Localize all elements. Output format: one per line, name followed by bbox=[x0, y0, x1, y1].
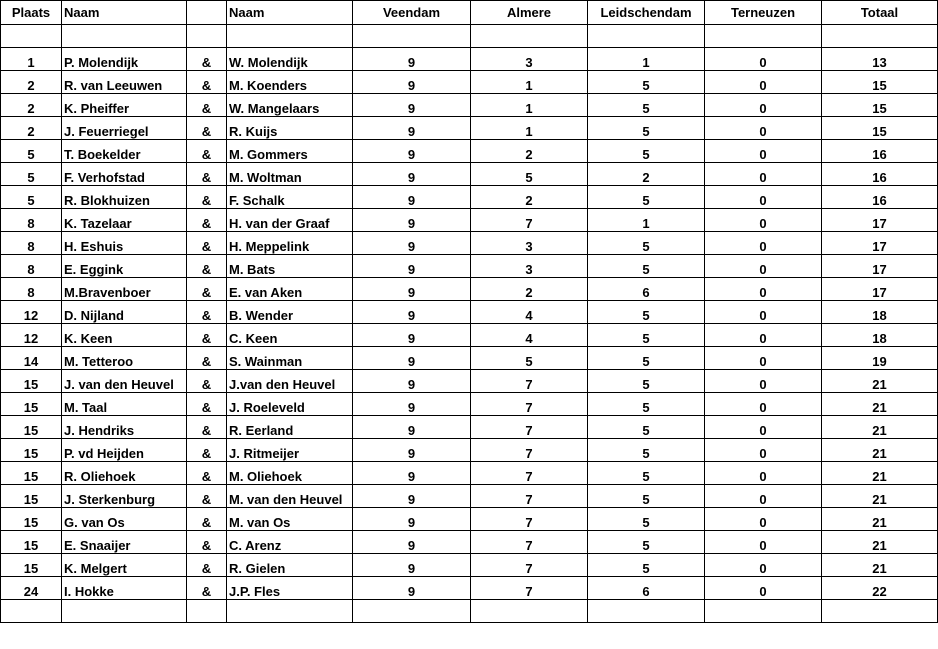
cell-terneuzen: 0 bbox=[705, 117, 822, 140]
cell-naam-1: H. Eshuis bbox=[62, 232, 187, 255]
cell-naam-1: J. Hendriks bbox=[62, 416, 187, 439]
header-terneuzen: Terneuzen bbox=[705, 1, 822, 25]
table-row bbox=[1, 301, 938, 324]
cell-naam-2: W. Mangelaars bbox=[227, 94, 353, 117]
cell-naam-2: M. Gommers bbox=[227, 140, 353, 163]
cell-almere: 1 bbox=[471, 117, 588, 140]
cell-almere: 3 bbox=[471, 255, 588, 278]
table-row bbox=[1, 163, 938, 186]
header-almere: Almere bbox=[471, 1, 588, 25]
header-row bbox=[1, 1, 938, 25]
cell-totaal: 13 bbox=[822, 48, 938, 71]
table-row bbox=[1, 577, 938, 600]
cell-naam-2: H. Meppelink bbox=[227, 232, 353, 255]
cell-almere: 7 bbox=[471, 508, 588, 531]
empty-cell bbox=[187, 25, 227, 48]
cell-terneuzen: 0 bbox=[705, 140, 822, 163]
cell-naam-2: R. Kuijs bbox=[227, 117, 353, 140]
cell-naam-2: J. Roeleveld bbox=[227, 393, 353, 416]
cell-veendam: 9 bbox=[353, 232, 471, 255]
cell-totaal: 15 bbox=[822, 71, 938, 94]
cell-plaats: 14 bbox=[1, 347, 62, 370]
cell-plaats: 5 bbox=[1, 163, 62, 186]
cell-leidschendam: 5 bbox=[588, 508, 705, 531]
cell-totaal: 22 bbox=[822, 577, 938, 600]
cell-ampersand: & bbox=[187, 163, 227, 186]
cell-almere: 2 bbox=[471, 186, 588, 209]
cell-leidschendam: 2 bbox=[588, 163, 705, 186]
cell-ampersand: & bbox=[187, 439, 227, 462]
cell-almere: 3 bbox=[471, 232, 588, 255]
table-row bbox=[1, 462, 938, 485]
cell-veendam: 9 bbox=[353, 324, 471, 347]
cell-ampersand: & bbox=[187, 577, 227, 600]
cell-naam-2: H. van der Graaf bbox=[227, 209, 353, 232]
cell-plaats: 1 bbox=[1, 48, 62, 71]
cell-naam-2: B. Wender bbox=[227, 301, 353, 324]
cell-totaal: 21 bbox=[822, 439, 938, 462]
cell-totaal: 21 bbox=[822, 508, 938, 531]
table-row bbox=[1, 255, 938, 278]
cell-naam-1: M. Taal bbox=[62, 393, 187, 416]
cell-terneuzen: 0 bbox=[705, 209, 822, 232]
cell-ampersand: & bbox=[187, 393, 227, 416]
cell-almere: 4 bbox=[471, 301, 588, 324]
table-row bbox=[1, 393, 938, 416]
cell-naam-1: J. Feuerriegel bbox=[62, 117, 187, 140]
cell-terneuzen: 0 bbox=[705, 416, 822, 439]
cell-naam-2: M. van Os bbox=[227, 508, 353, 531]
cell-veendam: 9 bbox=[353, 531, 471, 554]
table-row bbox=[1, 485, 938, 508]
table-row bbox=[1, 209, 938, 232]
table-row bbox=[1, 531, 938, 554]
cell-terneuzen: 0 bbox=[705, 577, 822, 600]
empty-row-bottom bbox=[1, 600, 938, 623]
cell-naam-2: F. Schalk bbox=[227, 186, 353, 209]
cell-plaats: 2 bbox=[1, 71, 62, 94]
cell-leidschendam: 5 bbox=[588, 416, 705, 439]
empty-cell bbox=[353, 25, 471, 48]
cell-totaal: 16 bbox=[822, 140, 938, 163]
table-row bbox=[1, 48, 938, 71]
cell-naam-2: E. van Aken bbox=[227, 278, 353, 301]
cell-naam-2: J.van den Heuvel bbox=[227, 370, 353, 393]
cell-ampersand: & bbox=[187, 347, 227, 370]
table-row bbox=[1, 71, 938, 94]
table-row bbox=[1, 347, 938, 370]
cell-veendam: 9 bbox=[353, 462, 471, 485]
cell-terneuzen: 0 bbox=[705, 393, 822, 416]
cell-terneuzen: 0 bbox=[705, 531, 822, 554]
empty-cell bbox=[471, 600, 588, 623]
cell-terneuzen: 0 bbox=[705, 71, 822, 94]
cell-naam-1: I. Hokke bbox=[62, 577, 187, 600]
cell-veendam: 9 bbox=[353, 186, 471, 209]
empty-cell bbox=[588, 25, 705, 48]
header-naam-2: Naam bbox=[227, 1, 353, 25]
empty-row-top bbox=[1, 25, 938, 48]
cell-almere: 7 bbox=[471, 439, 588, 462]
cell-plaats: 8 bbox=[1, 278, 62, 301]
header-veendam: Veendam bbox=[353, 1, 471, 25]
cell-ampersand: & bbox=[187, 301, 227, 324]
cell-totaal: 21 bbox=[822, 485, 938, 508]
cell-almere: 7 bbox=[471, 462, 588, 485]
cell-totaal: 21 bbox=[822, 416, 938, 439]
cell-almere: 2 bbox=[471, 140, 588, 163]
cell-totaal: 17 bbox=[822, 255, 938, 278]
cell-veendam: 9 bbox=[353, 209, 471, 232]
cell-ampersand: & bbox=[187, 117, 227, 140]
cell-veendam: 9 bbox=[353, 301, 471, 324]
cell-plaats: 8 bbox=[1, 255, 62, 278]
cell-almere: 3 bbox=[471, 48, 588, 71]
cell-almere: 1 bbox=[471, 94, 588, 117]
cell-ampersand: & bbox=[187, 255, 227, 278]
cell-veendam: 9 bbox=[353, 554, 471, 577]
empty-cell bbox=[822, 25, 938, 48]
cell-totaal: 21 bbox=[822, 370, 938, 393]
cell-totaal: 17 bbox=[822, 278, 938, 301]
cell-totaal: 21 bbox=[822, 393, 938, 416]
cell-ampersand: & bbox=[187, 278, 227, 301]
cell-totaal: 18 bbox=[822, 324, 938, 347]
cell-plaats: 8 bbox=[1, 232, 62, 255]
cell-totaal: 21 bbox=[822, 531, 938, 554]
empty-cell bbox=[705, 25, 822, 48]
cell-naam-1: M. Tetteroo bbox=[62, 347, 187, 370]
empty-cell bbox=[471, 25, 588, 48]
cell-totaal: 18 bbox=[822, 301, 938, 324]
cell-ampersand: & bbox=[187, 209, 227, 232]
table-row bbox=[1, 439, 938, 462]
cell-almere: 7 bbox=[471, 554, 588, 577]
cell-veendam: 9 bbox=[353, 278, 471, 301]
cell-plaats: 15 bbox=[1, 508, 62, 531]
cell-leidschendam: 5 bbox=[588, 393, 705, 416]
cell-almere: 5 bbox=[471, 163, 588, 186]
cell-naam-1: R. Blokhuizen bbox=[62, 186, 187, 209]
cell-ampersand: & bbox=[187, 94, 227, 117]
cell-ampersand: & bbox=[187, 531, 227, 554]
cell-totaal: 21 bbox=[822, 462, 938, 485]
cell-terneuzen: 0 bbox=[705, 278, 822, 301]
cell-leidschendam: 5 bbox=[588, 485, 705, 508]
cell-naam-1: K. Pheiffer bbox=[62, 94, 187, 117]
cell-naam-1: E. Eggink bbox=[62, 255, 187, 278]
cell-naam-2: C. Arenz bbox=[227, 531, 353, 554]
cell-almere: 7 bbox=[471, 531, 588, 554]
cell-plaats: 5 bbox=[1, 186, 62, 209]
cell-ampersand: & bbox=[187, 485, 227, 508]
cell-naam-2: W. Molendijk bbox=[227, 48, 353, 71]
cell-totaal: 16 bbox=[822, 163, 938, 186]
cell-naam-2: M. Oliehoek bbox=[227, 462, 353, 485]
cell-totaal: 15 bbox=[822, 117, 938, 140]
cell-naam-1: R. van Leeuwen bbox=[62, 71, 187, 94]
cell-almere: 7 bbox=[471, 393, 588, 416]
cell-terneuzen: 0 bbox=[705, 48, 822, 71]
empty-cell bbox=[1, 600, 62, 623]
cell-leidschendam: 5 bbox=[588, 186, 705, 209]
cell-totaal: 19 bbox=[822, 347, 938, 370]
cell-leidschendam: 5 bbox=[588, 324, 705, 347]
cell-totaal: 21 bbox=[822, 554, 938, 577]
cell-leidschendam: 5 bbox=[588, 370, 705, 393]
cell-veendam: 9 bbox=[353, 393, 471, 416]
cell-almere: 2 bbox=[471, 278, 588, 301]
cell-leidschendam: 5 bbox=[588, 255, 705, 278]
empty-cell bbox=[187, 600, 227, 623]
table-row bbox=[1, 324, 938, 347]
table-row bbox=[1, 140, 938, 163]
cell-naam-1: P. Molendijk bbox=[62, 48, 187, 71]
cell-plaats: 2 bbox=[1, 94, 62, 117]
cell-plaats: 15 bbox=[1, 462, 62, 485]
cell-almere: 7 bbox=[471, 370, 588, 393]
cell-veendam: 9 bbox=[353, 416, 471, 439]
cell-leidschendam: 5 bbox=[588, 439, 705, 462]
cell-ampersand: & bbox=[187, 324, 227, 347]
cell-almere: 7 bbox=[471, 485, 588, 508]
cell-naam-2: S. Wainman bbox=[227, 347, 353, 370]
cell-leidschendam: 5 bbox=[588, 117, 705, 140]
table-row bbox=[1, 117, 938, 140]
cell-naam-1: T. Boekelder bbox=[62, 140, 187, 163]
cell-plaats: 12 bbox=[1, 324, 62, 347]
cell-leidschendam: 5 bbox=[588, 94, 705, 117]
cell-leidschendam: 5 bbox=[588, 554, 705, 577]
cell-leidschendam: 5 bbox=[588, 71, 705, 94]
cell-naam-1: D. Nijland bbox=[62, 301, 187, 324]
cell-plaats: 24 bbox=[1, 577, 62, 600]
cell-leidschendam: 1 bbox=[588, 48, 705, 71]
cell-naam-1: P. vd Heijden bbox=[62, 439, 187, 462]
empty-cell bbox=[62, 25, 187, 48]
empty-cell bbox=[588, 600, 705, 623]
table-row bbox=[1, 94, 938, 117]
cell-leidschendam: 5 bbox=[588, 140, 705, 163]
cell-naam-2: R. Gielen bbox=[227, 554, 353, 577]
empty-cell bbox=[705, 600, 822, 623]
cell-plaats: 15 bbox=[1, 439, 62, 462]
empty-cell bbox=[227, 25, 353, 48]
cell-totaal: 17 bbox=[822, 232, 938, 255]
cell-veendam: 9 bbox=[353, 439, 471, 462]
cell-leidschendam: 5 bbox=[588, 301, 705, 324]
cell-plaats: 8 bbox=[1, 209, 62, 232]
cell-terneuzen: 0 bbox=[705, 301, 822, 324]
cell-naam-2: M. Koenders bbox=[227, 71, 353, 94]
cell-ampersand: & bbox=[187, 71, 227, 94]
empty-cell bbox=[822, 600, 938, 623]
cell-veendam: 9 bbox=[353, 48, 471, 71]
cell-ampersand: & bbox=[187, 48, 227, 71]
empty-cell bbox=[62, 600, 187, 623]
cell-veendam: 9 bbox=[353, 370, 471, 393]
table-row bbox=[1, 232, 938, 255]
cell-totaal: 17 bbox=[822, 209, 938, 232]
cell-plaats: 5 bbox=[1, 140, 62, 163]
cell-naam-2: J. Ritmeijer bbox=[227, 439, 353, 462]
empty-cell bbox=[353, 600, 471, 623]
cell-naam-1: G. van Os bbox=[62, 508, 187, 531]
table-row bbox=[1, 278, 938, 301]
cell-naam-1: K. Tazelaar bbox=[62, 209, 187, 232]
cell-plaats: 15 bbox=[1, 416, 62, 439]
cell-almere: 7 bbox=[471, 209, 588, 232]
cell-naam-1: J. Sterkenburg bbox=[62, 485, 187, 508]
cell-ampersand: & bbox=[187, 232, 227, 255]
empty-cell bbox=[1, 25, 62, 48]
cell-terneuzen: 0 bbox=[705, 370, 822, 393]
cell-plaats: 2 bbox=[1, 117, 62, 140]
cell-leidschendam: 5 bbox=[588, 531, 705, 554]
header-ampersand bbox=[187, 1, 227, 25]
cell-terneuzen: 0 bbox=[705, 94, 822, 117]
cell-naam-2: J.P. Fles bbox=[227, 577, 353, 600]
cell-veendam: 9 bbox=[353, 71, 471, 94]
cell-naam-2: R. Eerland bbox=[227, 416, 353, 439]
table-body bbox=[1, 1, 938, 623]
cell-terneuzen: 0 bbox=[705, 186, 822, 209]
cell-plaats: 15 bbox=[1, 393, 62, 416]
cell-naam-1: M.Bravenboer bbox=[62, 278, 187, 301]
cell-terneuzen: 0 bbox=[705, 163, 822, 186]
table-row bbox=[1, 416, 938, 439]
cell-leidschendam: 5 bbox=[588, 232, 705, 255]
cell-naam-2: M. Woltman bbox=[227, 163, 353, 186]
cell-terneuzen: 0 bbox=[705, 255, 822, 278]
cell-terneuzen: 0 bbox=[705, 462, 822, 485]
cell-ampersand: & bbox=[187, 462, 227, 485]
header-plaats: Plaats bbox=[1, 1, 62, 25]
cell-veendam: 9 bbox=[353, 485, 471, 508]
cell-terneuzen: 0 bbox=[705, 347, 822, 370]
table-row bbox=[1, 554, 938, 577]
table-row bbox=[1, 508, 938, 531]
cell-terneuzen: 0 bbox=[705, 554, 822, 577]
cell-leidschendam: 6 bbox=[588, 278, 705, 301]
cell-leidschendam: 1 bbox=[588, 209, 705, 232]
cell-veendam: 9 bbox=[353, 508, 471, 531]
cell-veendam: 9 bbox=[353, 577, 471, 600]
cell-terneuzen: 0 bbox=[705, 232, 822, 255]
cell-naam-1: J. van den Heuvel bbox=[62, 370, 187, 393]
cell-terneuzen: 0 bbox=[705, 485, 822, 508]
cell-ampersand: & bbox=[187, 140, 227, 163]
header-naam-1: Naam bbox=[62, 1, 187, 25]
cell-naam-2: M. van den Heuvel bbox=[227, 485, 353, 508]
cell-almere: 7 bbox=[471, 416, 588, 439]
cell-naam-1: K. Keen bbox=[62, 324, 187, 347]
cell-plaats: 15 bbox=[1, 531, 62, 554]
cell-veendam: 9 bbox=[353, 94, 471, 117]
cell-veendam: 9 bbox=[353, 140, 471, 163]
cell-terneuzen: 0 bbox=[705, 508, 822, 531]
cell-leidschendam: 5 bbox=[588, 462, 705, 485]
cell-ampersand: & bbox=[187, 186, 227, 209]
cell-veendam: 9 bbox=[353, 163, 471, 186]
empty-cell bbox=[227, 600, 353, 623]
cell-terneuzen: 0 bbox=[705, 324, 822, 347]
cell-ampersand: & bbox=[187, 554, 227, 577]
table-row bbox=[1, 370, 938, 393]
cell-almere: 4 bbox=[471, 324, 588, 347]
header-totaal: Totaal bbox=[822, 1, 938, 25]
cell-totaal: 16 bbox=[822, 186, 938, 209]
header-leidschendam: Leidschendam bbox=[588, 1, 705, 25]
cell-naam-2: C. Keen bbox=[227, 324, 353, 347]
cell-ampersand: & bbox=[187, 416, 227, 439]
cell-almere: 5 bbox=[471, 347, 588, 370]
cell-plaats: 15 bbox=[1, 485, 62, 508]
cell-plaats: 15 bbox=[1, 554, 62, 577]
cell-ampersand: & bbox=[187, 370, 227, 393]
cell-totaal: 15 bbox=[822, 94, 938, 117]
cell-ampersand: & bbox=[187, 508, 227, 531]
cell-leidschendam: 6 bbox=[588, 577, 705, 600]
cell-naam-1: K. Melgert bbox=[62, 554, 187, 577]
cell-naam-2: M. Bats bbox=[227, 255, 353, 278]
cell-naam-1: F. Verhofstad bbox=[62, 163, 187, 186]
cell-almere: 1 bbox=[471, 71, 588, 94]
cell-veendam: 9 bbox=[353, 117, 471, 140]
cell-veendam: 9 bbox=[353, 347, 471, 370]
cell-terneuzen: 0 bbox=[705, 439, 822, 462]
cell-veendam: 9 bbox=[353, 255, 471, 278]
cell-almere: 7 bbox=[471, 577, 588, 600]
table-row bbox=[1, 186, 938, 209]
cell-plaats: 15 bbox=[1, 370, 62, 393]
cell-plaats: 12 bbox=[1, 301, 62, 324]
cell-naam-1: R. Oliehoek bbox=[62, 462, 187, 485]
cell-leidschendam: 5 bbox=[588, 347, 705, 370]
cell-naam-1: E. Snaaijer bbox=[62, 531, 187, 554]
